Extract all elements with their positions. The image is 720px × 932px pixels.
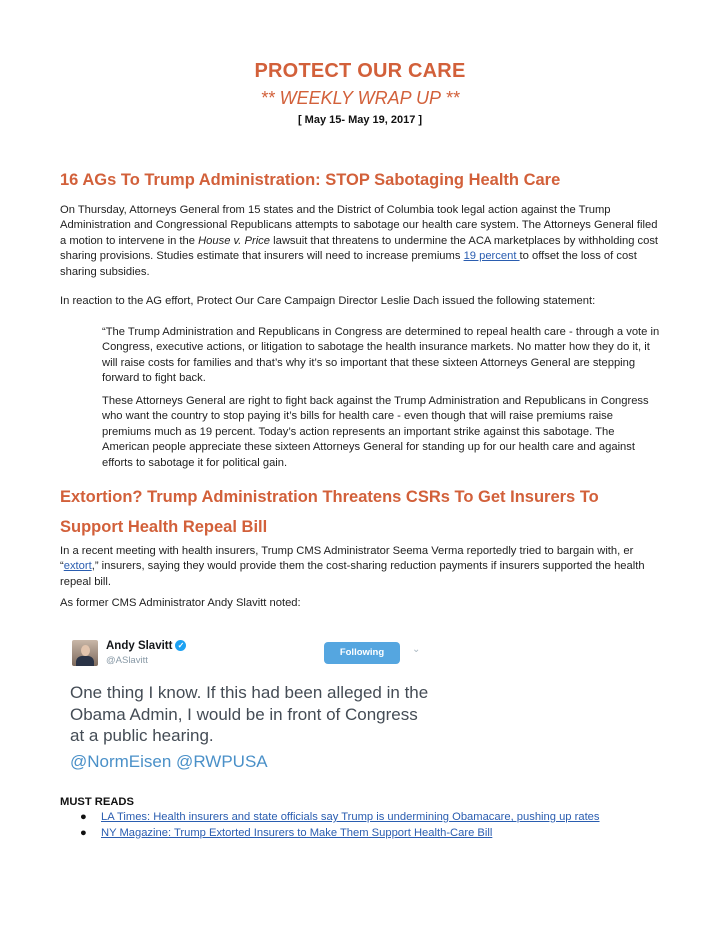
reaction-paragraph: In reaction to the AG effort, Protect Our Care Campaign Director Leslie Dach issued the following statement: bbox=[60, 295, 596, 307]
la-times-link[interactable]: LA Times: Health insurers and state officials say Trump is undermining Obamacare, pushing up rates bbox=[101, 811, 600, 823]
chevron-down-icon[interactable]: ⌄ bbox=[412, 644, 421, 655]
tweet-text: One thing I know. If this had been alleged in the Obama Admin, I would be in front of Congress at a public hearing. bbox=[70, 683, 429, 745]
section1-text-b: lawsuit that threatens to undermine the ACA marketplaces by withholding cost sharing provisions. Studies estimate that insurers will need to increase premiums bbox=[60, 234, 659, 263]
section1-text-c: to offset the loss of cost sharing subsidies. bbox=[60, 250, 637, 278]
date-range: [ May 15- May 19, 2017 ] bbox=[297, 114, 423, 126]
section2-text-b: ,” insurers, saying they would provide them the cost-sharing reduction payments if insurers supported the health repeal bill. bbox=[60, 560, 645, 588]
section2-heading bbox=[60, 484, 660, 540]
newsletter-title: PROTECT OUR CARE bbox=[254, 60, 466, 82]
case-name: House v. Price bbox=[198, 234, 270, 247]
ny-magazine-link[interactable]: NY Magazine: Trump Extorted Insurers to Make Them Support Health-Care Bill bbox=[101, 826, 493, 839]
bullet-icon: ● bbox=[80, 811, 87, 823]
nineteen-percent-link[interactable]: 19 percent bbox=[463, 250, 520, 263]
slavitt-intro: As former CMS Administrator Andy Slavitt noted: bbox=[60, 597, 301, 609]
statement-quote-2: These Attorneys General are right to fight back against the Trump Administration and Republicans in Congress who want the country to stop paying it’s bills for health care - even though that will raise premiums raise premiums much as 19 percent. Today’s action represents an important strike against this sabotage. The American people appreciate these sixteen Attorneys General for standing up for our health care and against efforts to sabotage it for political gain. bbox=[102, 395, 649, 469]
statement-quote-1: “The Trump Administration and Republicans in Congress are determined to repeal health care - through a vote in Congress, executive actions, or litigation to sabotage the health insurance markets. No matter how they do it, it will raise costs for families and that’s why it’s so important that these sixteen Attorneys General are stepping forward to fight back. bbox=[102, 326, 660, 385]
following-button[interactable]: Following bbox=[324, 642, 400, 664]
tweet-handle[interactable]: @ASlavitt bbox=[106, 655, 148, 666]
newsletter-subtitle: ** WEEKLY WRAP UP ** bbox=[260, 88, 460, 108]
tweet-mentions[interactable]: @NormEisen @RWPUSA bbox=[70, 752, 268, 771]
tweet-author-name: Andy Slavitt bbox=[106, 640, 173, 652]
embedded-tweet bbox=[68, 628, 428, 788]
section2-text-a: In a recent meeting with health insurers, Trump CMS Administrator Seema Verma reportedly tried to bargain with, er “ bbox=[60, 545, 634, 573]
must-reads-list bbox=[80, 810, 600, 841]
section1-heading: 16 AGs To Trump Administration: STOP Sabotaging Health Care bbox=[60, 171, 561, 189]
extort-link[interactable]: extort bbox=[63, 560, 92, 573]
must-reads-heading: MUST READS bbox=[60, 796, 134, 808]
list-item bbox=[80, 810, 600, 826]
section1-text-a: On Thursday, Attorneys General from 15 states and the District of Columbia took legal action against the Trump Administration and Congressional Republicans attempts to sabotage our health care system. The Attorneys General filed a motion to intervene in the bbox=[60, 204, 658, 247]
section2-heading-line2: Support Health Repeal Bill bbox=[60, 518, 268, 536]
bullet-icon: ● bbox=[80, 826, 87, 839]
verified-icon: ✓ bbox=[175, 640, 186, 651]
list-item bbox=[80, 826, 600, 842]
avatar[interactable] bbox=[72, 640, 98, 666]
section2-heading-line1: Extortion? Trump Administration Threatens CSRs To Get Insurers To bbox=[60, 488, 599, 506]
section2-paragraph bbox=[60, 544, 666, 590]
section1-paragraph bbox=[60, 203, 666, 280]
tweet-author[interactable] bbox=[106, 640, 186, 652]
